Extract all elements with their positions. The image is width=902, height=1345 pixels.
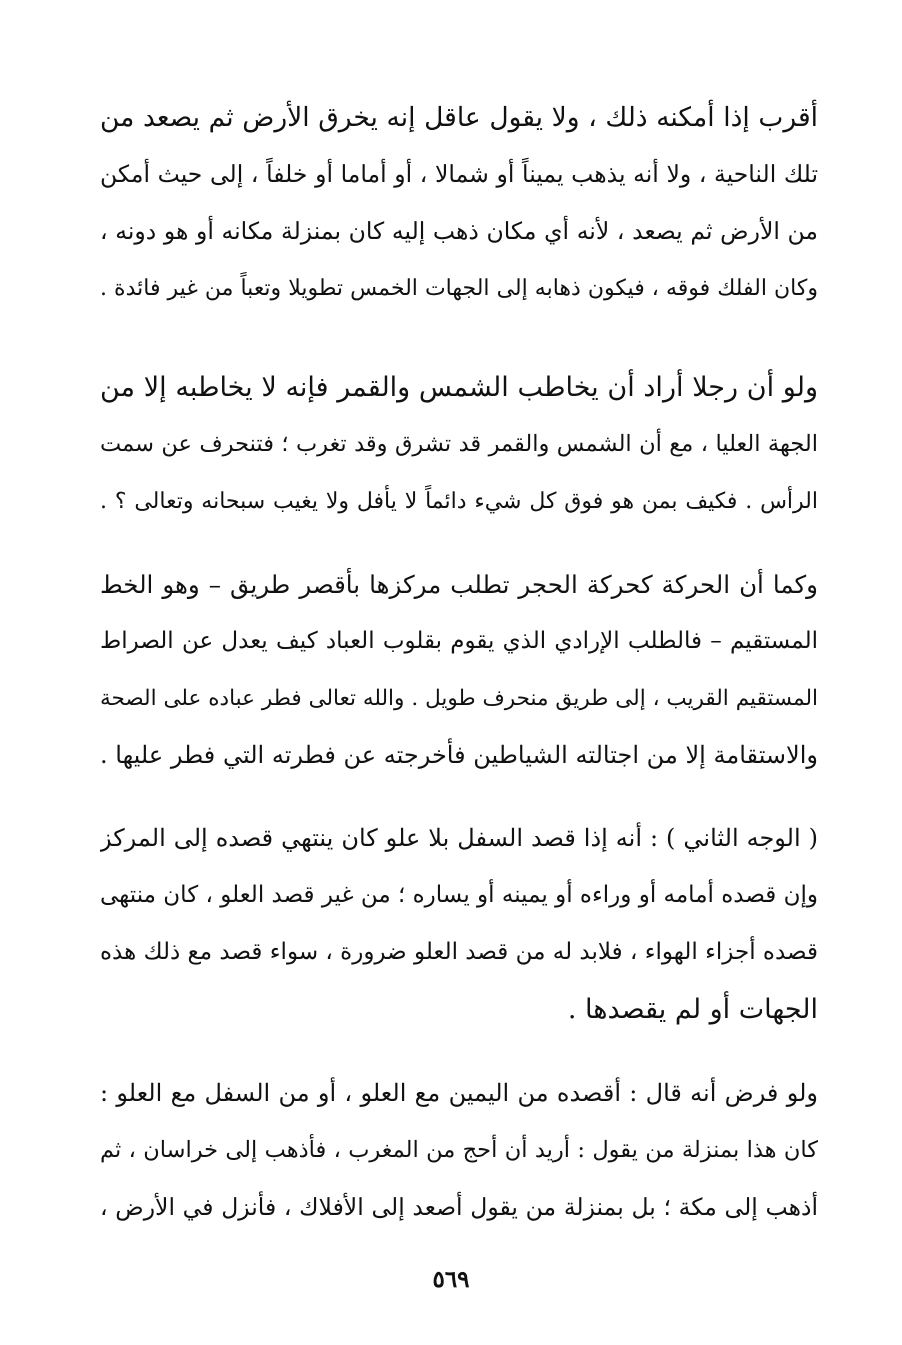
text-line: الجهات أو لم يقصدها .: [567, 994, 818, 1025]
text-line: أذهب إلى مكة ؛ بل بمنزلة من يقول أصعد إلى الأفلاك ، فأنزل في الأرض ،: [100, 1193, 818, 1221]
text-line: وإن قصده أمامه أو وراءه أو يمينه أو يساره ؛ من غير قصد العلو ، كان منتهى: [100, 882, 818, 908]
paragraph-5: [100, 1065, 818, 1236]
text-line: والاستقامة إلا من اجتالته الشياطين فأخرجته عن فطرته التي فطر عليها .: [100, 741, 818, 769]
text-line: تلك الناحية ، ولا أنه يذهب يميناً أو شمالا ، أو أماما أو خلفاً ، إلى حيث أمكن: [100, 160, 818, 188]
text-line: أقرب إذا أمكنه ذلك ، ولا يقول عاقل إنه يخرق الأرض ثم يصعد من: [100, 102, 818, 133]
text-line: المستقيم القريب ، إلى طريق منحرف طويل . والله تعالى فطر عباده على الصحة: [100, 686, 818, 711]
page-number: ٥٦٩: [432, 1266, 470, 1293]
text-line: وكان الفلك فوقه ، فيكون ذهابه إلى الجهات الخمس تطويلا وتعباً من غير فائدة .: [100, 276, 818, 301]
text-line: الجهة العليا ، مع أن الشمس والقمر قد تشرق وقد تغرب ؛ فتنحرف عن سمت: [100, 431, 818, 457]
text-line: ولو أن رجلا أراد أن يخاطب الشمس والقمر فإنه لا يخاطبه إلا من: [100, 372, 818, 403]
text-line: ولو فرض أنه قال : أقصده من اليمين مع العلو ، أو من السفل مع العلو :: [100, 1079, 818, 1107]
text-line: ( الوجه الثاني ) : أنه إذا قصد السفل بلا علو كان ينتهي قصده إلى المركز: [100, 824, 818, 852]
text-line: المستقيم – فالطلب الإرادي الذي يقوم بقلوب العباد كيف يعدل عن الصراط: [100, 628, 818, 654]
text-line: كان هذا بمنزلة من يقول : أريد أن أحج من المغرب ، فأذهب إلى خراسان ، ثم: [100, 1137, 818, 1163]
paragraph-4: [100, 810, 818, 1038]
paragraph-3: [100, 556, 818, 784]
text-line: من الأرض ثم يصعد ، لأنه أي مكان ذهب إليه كان بمنزلة مكانه أو هو دونه ،: [100, 217, 818, 245]
paragraph-2: [100, 359, 818, 530]
paragraph-1: [100, 89, 818, 317]
text-line: وكما أن الحركة كحركة الحجر تطلب مركزها بأقصر طريق – وهو الخط: [100, 570, 818, 599]
text-line: الرأس . فكيف بمن هو فوق كل شيء دائماً لا يأفل ولا يغيب سبحانه وتعالى ؟ .: [100, 489, 818, 514]
text-line: قصده أجزاء الهواء ، فلابد له من قصد العلو ضرورة ، سواء قصد مع ذلك هذه: [100, 939, 818, 965]
